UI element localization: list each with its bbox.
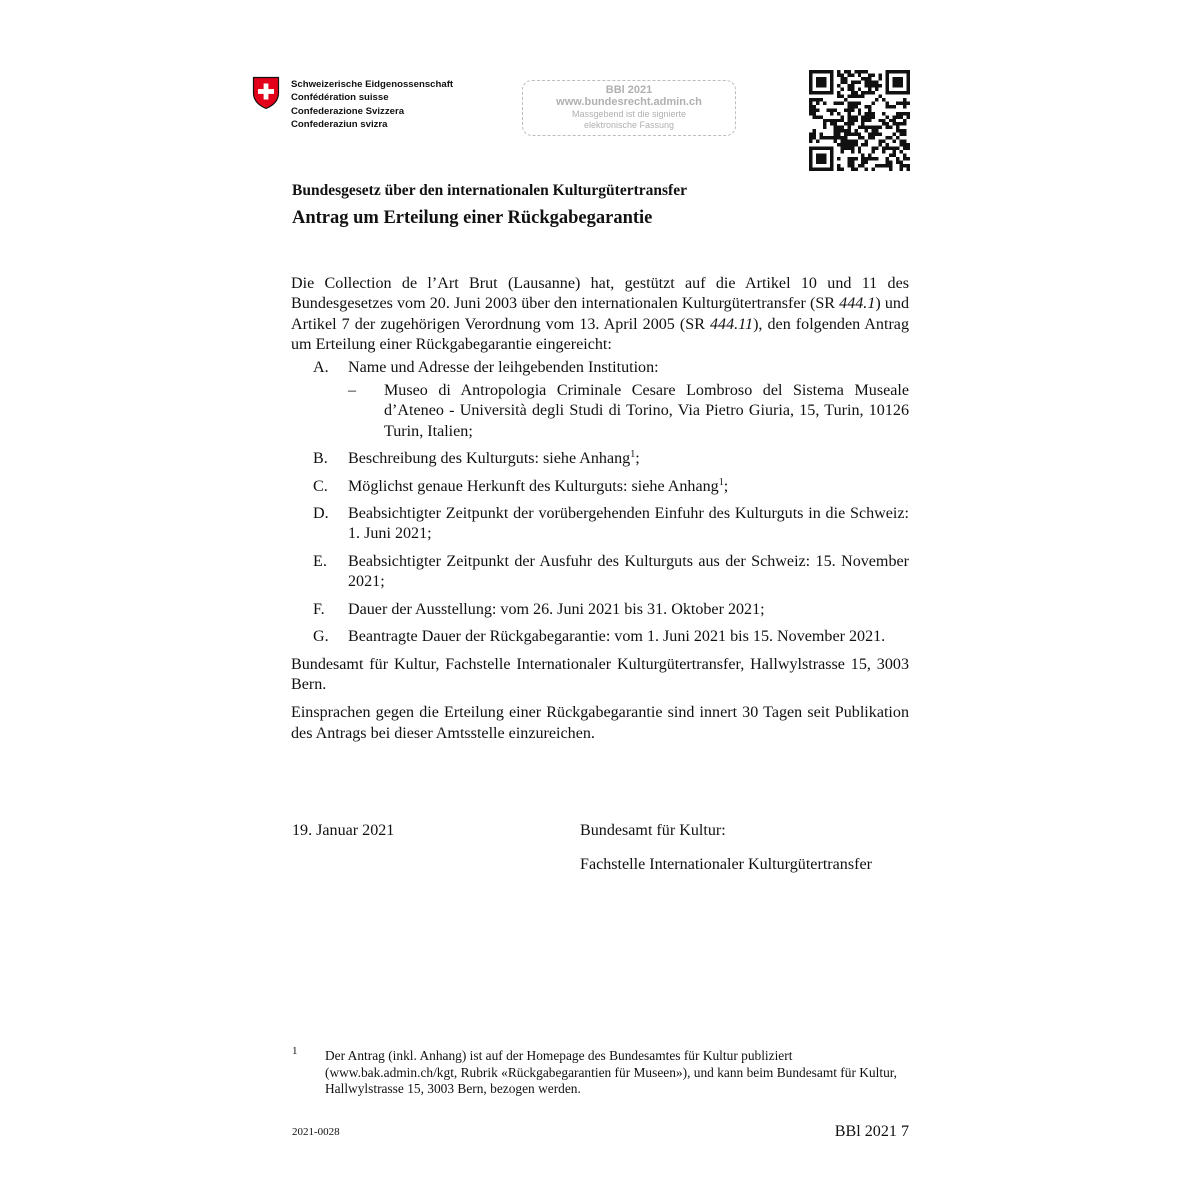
stamp-line-3: Massgebend ist die signierte bbox=[571, 109, 687, 119]
item-letter: B. bbox=[313, 450, 328, 468]
item-text: Name und Adresse der leihgebenden Institution: bbox=[348, 358, 659, 376]
list-item-c bbox=[291, 477, 909, 497]
item-text-tail: ; bbox=[635, 450, 640, 468]
office-paragraph: Bundesamt für Kultur, Fachstelle Internationaler Kulturgütertransfer, Hallwylstrasse 15, 3003 Bern. bbox=[291, 655, 909, 693]
list-item-a bbox=[291, 358, 909, 443]
qr-code-icon bbox=[809, 70, 910, 171]
item-text: Beschreibung des Kulturguts: siehe Anhang bbox=[348, 450, 631, 468]
document-subtitle: Antrag um Erteilung einer Rückgabegarantie bbox=[292, 208, 653, 228]
issue-date: 19. Januar 2021 bbox=[292, 822, 395, 839]
confederation-names bbox=[291, 78, 453, 132]
authenticity-stamp bbox=[522, 80, 736, 136]
item-text-tail: ; bbox=[723, 477, 729, 495]
intro-text-3: ), den folgenden Antrag um Erteilung einer Rückgabegarantie eingereicht: bbox=[291, 315, 909, 354]
application-items bbox=[291, 358, 909, 648]
intro-paragraph bbox=[291, 274, 909, 356]
item-text: Beantragte Dauer der Rückgabegarantie: vom 1. Juni 2021 bis 15. November 2021. bbox=[348, 628, 886, 646]
stamp-line-1: BBl 2021 bbox=[605, 84, 653, 96]
stamp-line-4: elektronische Fassung bbox=[583, 119, 675, 130]
signature-authority: Bundesamt für Kultur: bbox=[580, 822, 726, 839]
item-letter: F. bbox=[313, 600, 325, 618]
document-number: 2021-0028 bbox=[292, 1126, 340, 1138]
confederation-name-fr: Confédération suisse bbox=[291, 92, 389, 104]
footnote-reference[interactable]: 1 bbox=[718, 476, 724, 488]
swiss-cross-shield-icon bbox=[252, 76, 280, 110]
document-title: Bundesgesetz über den internationalen Kulturgütertransfer bbox=[292, 182, 687, 199]
list-item-e bbox=[291, 552, 909, 593]
intro-text-2: ) und Artikel 7 der zugehörigen Verordnung vom 13. April 2005 (SR bbox=[291, 295, 909, 333]
list-item-d bbox=[291, 504, 909, 545]
item-letter: E. bbox=[313, 552, 327, 570]
sr-number-2: 444.11 bbox=[709, 315, 754, 333]
item-text: Möglichst genaue Herkunft des Kulturguts: siehe Anhang bbox=[348, 477, 719, 495]
confederation-name-de: Schweizerische Eidgenossenschaft bbox=[291, 79, 454, 90]
confederation-name-it: Confederazione Svizzera bbox=[291, 105, 405, 117]
sr-number-1: 444.1 bbox=[839, 295, 876, 313]
item-text: Beabsichtigter Zeitpunkt der Ausfuhr des Kulturguts aus der Schweiz: 15. November 2021; bbox=[348, 552, 909, 591]
stamp-line-2: www.bundesrecht.admin.ch bbox=[556, 96, 702, 108]
signature-department: Fachstelle Internationaler Kulturgütertransfer bbox=[580, 856, 872, 873]
list-item-g bbox=[291, 627, 909, 647]
sub-item-institution bbox=[348, 381, 909, 442]
document-body bbox=[291, 274, 909, 744]
objection-paragraph: Einsprachen gegen die Erteilung einer Rückgabegarantie sind innert 30 Tagen seit Publikation des Antrags bei dieser Amtsstelle einzureichen. bbox=[291, 704, 909, 742]
footnote-reference[interactable]: 1 bbox=[630, 449, 636, 461]
item-text: Beabsichtigter Zeitpunkt der vorübergehenden Einfuhr des Kulturguts in die Schweiz: 1. Juni 2021; bbox=[348, 505, 909, 543]
item-letter: A. bbox=[313, 358, 329, 376]
sub-item-text: Museo di Antropologia Criminale Cesare Lombroso del Sistema Museale d’Ateneo - Università degli Studi di Torino, Via Pietro Giuria, 15, Turin, 10126 Turin, Italien; bbox=[384, 382, 909, 440]
list-item-b bbox=[291, 449, 909, 469]
intro-text-1: Die Collection de l’Art Brut (Lausanne) hat, gestützt auf die Artikel 10 und 11 des Bundesgesetzes vom 20. Juni 2003 über den internationalen Kulturgütertransfer (SR bbox=[291, 275, 909, 313]
footnote-mark: 1 bbox=[292, 1045, 298, 1057]
footnote-text: Der Antrag (inkl. Anhang) ist auf der Homepage des Bundesamtes für Kultur publiziert (www.bak.admin.ch/kgt, Rubrik «Rückgabegarantien für Museen»), und kann beim Bundesamt für Kultur, Hallwylstrasse 15, 3003 Bern, bezogen werden. bbox=[325, 1048, 898, 1097]
item-text: Dauer der Ausstellung: vom 26. Juni 2021 bis 31. Oktober 2021; bbox=[348, 600, 765, 618]
confederation-name-rm: Confederaziun svizra bbox=[291, 119, 388, 131]
page-reference: BBl 2021 7 bbox=[834, 1123, 909, 1140]
item-letter: D. bbox=[313, 505, 329, 523]
dash-marker: – bbox=[348, 382, 357, 400]
list-item-f bbox=[291, 600, 909, 620]
item-letter: C. bbox=[313, 477, 328, 495]
item-letter: G. bbox=[313, 628, 329, 646]
